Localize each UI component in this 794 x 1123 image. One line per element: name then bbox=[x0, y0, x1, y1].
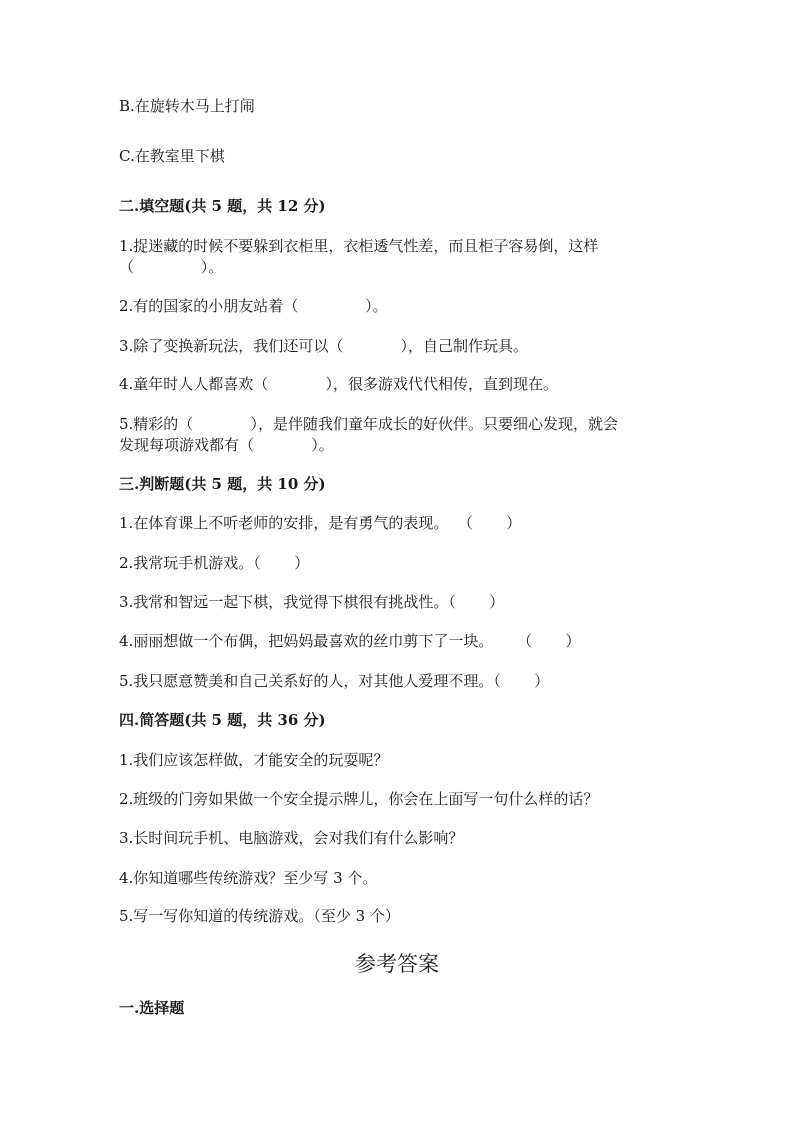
tf-q1: 1.在体育课上不听老师的安排，是有勇气的表现。 （ ） bbox=[119, 514, 522, 532]
fill-q1-line2: （ ）。 bbox=[119, 258, 224, 276]
fill-q3: 3.除了变换新玩法，我们还可以（ ），自己制作玩具。 bbox=[119, 337, 529, 355]
section-short-answer-heading: 四.简答题(共 5 题，共 36 分) bbox=[119, 711, 326, 729]
fill-q5-line1: 5.精彩的（ ），是伴随我们童年成长的好伙伴。只要细心发现，就会 bbox=[119, 415, 619, 433]
answer-key-section1-heading: 一.选择题 bbox=[119, 999, 185, 1017]
section-true-false-heading: 三.判断题(共 5 题，共 10 分) bbox=[119, 475, 326, 493]
option-b: B.在旋转木马上打闹 bbox=[119, 97, 255, 115]
sa-q3: 3.长时间玩手机、电脑游戏，会对我们有什么影响？ bbox=[119, 829, 464, 847]
option-c: C.在教室里下棋 bbox=[119, 147, 225, 165]
section-fill-blank-heading: 二.填空题(共 5 题，共 12 分) bbox=[119, 197, 326, 215]
tf-q4: 4.丽丽想做一个布偶，把妈妈最喜欢的丝巾剪下了一块。 （ ） bbox=[119, 632, 581, 650]
sa-q4: 4.你知道哪些传统游戏？至少写 3 个。 bbox=[119, 869, 378, 887]
sa-q5: 5.写一写你知道的传统游戏。（至少 3 个） bbox=[119, 907, 400, 925]
sa-q2: 2.班级的门旁如果做一个安全提示牌儿，你会在上面写一句什么样的话？ bbox=[119, 790, 599, 808]
tf-q2: 2.我常玩手机游戏。（ ） bbox=[119, 554, 310, 572]
fill-q1-line1: 1.捉迷藏的时候不要躲到衣柜里，衣柜透气性差，而且柜子容易倒，这样 bbox=[119, 237, 599, 255]
tf-q3: 3.我常和智远一起下棋，我觉得下棋很有挑战性。（ ） bbox=[119, 593, 505, 611]
fill-q5-line2: 发现每项游戏都有（ ）。 bbox=[119, 436, 334, 454]
fill-q2: 2.有的国家的小朋友站着（ ）。 bbox=[119, 297, 388, 315]
answer-key-title: 参考答案 bbox=[355, 952, 439, 976]
sa-q1: 1.我们应该怎样做，才能安全的玩耍呢？ bbox=[119, 751, 389, 769]
tf-q5: 5.我只愿意赞美和自己关系好的人，对其他人爱理不理。（ ） bbox=[119, 672, 550, 690]
fill-q4: 4.童年时人人都喜欢（ ），很多游戏代代相传，直到现在。 bbox=[119, 375, 559, 393]
